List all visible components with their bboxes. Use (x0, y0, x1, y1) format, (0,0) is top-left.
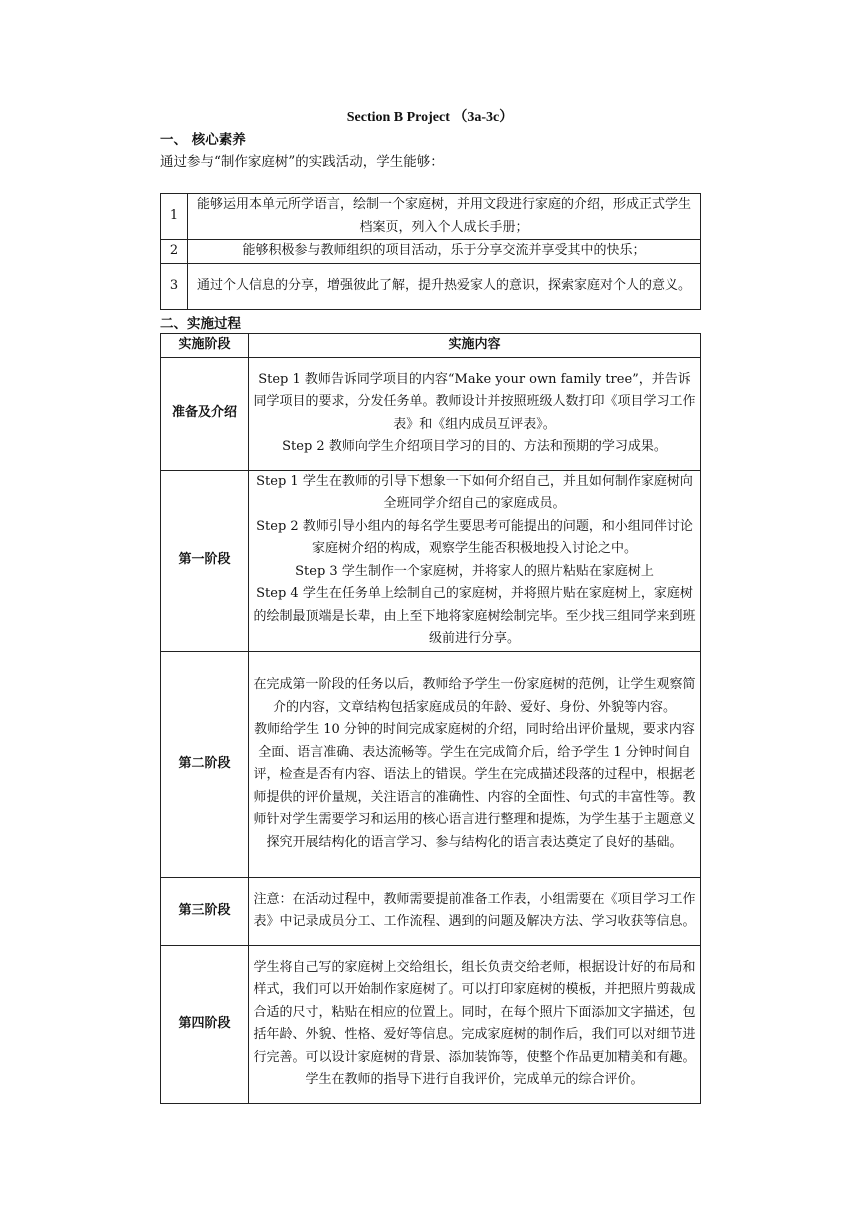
column-header-stage: 实施阶段 (161, 334, 249, 358)
table-row (161, 470, 701, 651)
content-paragraph: Step 2 教师向学生介绍项目学习的目的、方法和预期的学习成果。 (282, 439, 667, 454)
item-text: 通过个人信息的分享，增强彼此了解，提升热爱家人的意识，探索家庭对个人的意义。 (188, 263, 701, 309)
process-table (160, 333, 701, 1104)
core-literacy-table (160, 193, 701, 310)
stage-content (249, 357, 701, 470)
stage-label: 第一阶段 (161, 470, 249, 651)
content-paragraph: Step 3 学生制作一个家庭树，并将家人的照片粘贴在家庭树上 (295, 563, 654, 579)
content-paragraph: 注意：在活动过程中，教师需要提前准备工作表，小组需要在《项目学习工作表》中记录成员分工、工作流程、遇到的问题及解决方法、学习收获等信息。 (253, 891, 696, 929)
document-title: Section B Project （3a-3c） (346, 110, 514, 125)
content-paragraph: Step 4 学生在任务单上绘制自己的家庭树，并将照片贴在家庭树上，家庭树的绘制最顶端是长辈，由上至下地将家庭树绘制完毕。至少找三组同学来到班级前进行分享。 (253, 586, 696, 646)
table-row (161, 877, 701, 945)
content-paragraph: 在完成第一阶段的任务以后，教师给予学生一份家庭树的范例，让学生观察简介的内容，文章结构包括家庭成员的年龄、爱好、身份、外貌等内容。 (253, 677, 696, 715)
table-row (161, 263, 701, 309)
stage-content (249, 651, 701, 877)
stage-label: 准备及介绍 (161, 357, 249, 470)
table-row (161, 240, 701, 264)
item-number: 1 (161, 194, 188, 240)
stage-content (249, 945, 701, 1103)
stage-label: 第三阶段 (161, 877, 249, 945)
content-paragraph: Step 2 教师引导小组内的每名学生要思考可能提出的问题，和小组同伴讨论家庭树介绍的构成，观察学生能否积极地投入讨论之中。 (256, 518, 693, 556)
stage-label: 第二阶段 (161, 651, 249, 877)
table-row (161, 357, 701, 470)
table-row (161, 194, 701, 240)
content-paragraph: 教师给学生 10 分钟的时间完成家庭树的介绍，同时给出评价量规，要求内容全面、语言准确、表达流畅等。学生在完成简介后，给予学生 1 分钟时间自评，检查是否有内容、语法上的错误。学生在完成描述段落的过程中，根据老师提供的评价量规，关注语言的准确性、内容的全面性、句式的丰富性等。教师针对学生需要学习和运用的核心语言进行整理和提炼，为学生基于主题意义探究开展结构化的语言学习、参与结构化的语言表达奠定了良好的基础。 (253, 722, 696, 850)
section-intro: 通过参与“制作家庭树”的实践活动，学生能够： (160, 154, 444, 170)
item-number: 2 (161, 240, 188, 264)
item-text: 能够积极参与教师组织的项目活动，乐于分享交流并享受其中的快乐； (188, 240, 701, 264)
item-number: 3 (161, 263, 188, 309)
stage-label: 第四阶段 (161, 945, 249, 1103)
column-header-content: 实施内容 (249, 334, 701, 358)
content-paragraph: Step 1 教师告诉同学项目的内容“Make your own family tree”，并告诉同学项目的要求，分发任务单。教师设计并按照班级人数打印《项目学习工作表》和《组内成员互评表》。 (253, 371, 696, 432)
item-text: 能够运用本单元所学语言，绘制一个家庭树，并用文段进行家庭的介绍，形成正式学生档案页，列入个人成长手册； (188, 194, 701, 240)
section-heading-process: 二、实施过程 (160, 316, 241, 332)
table-row (161, 651, 701, 877)
content-paragraph: Step 1 学生在教师的引导下想象一下如何介绍自己，并且如何制作家庭树向全班同学介绍自己的家庭成员。 (256, 473, 693, 511)
section-heading-core-literacy: 一、 核心素养 (160, 132, 246, 148)
stage-content (249, 877, 701, 945)
stage-content (249, 470, 701, 651)
table-header-row (161, 334, 701, 358)
table-row (161, 945, 701, 1103)
content-paragraph: 学生将自己写的家庭树上交给组长，组长负责交给老师，根据设计好的布局和样式，我们可以开始制作家庭树了。可以打印家庭树的模板，并把照片剪裁成合适的尺寸，粘贴在相应的位置上。同时，在每个照片下面添加文字描述，包括年龄、外貌、性格、爱好等信息。完成家庭树的制作后，我们可以对细节进行完善。可以设计家庭树的背景、添加装饰等，使整个作品更加精美和有趣。学生在教师的指导下进行自我评价，完成单元的综合评价。 (253, 959, 696, 1087)
